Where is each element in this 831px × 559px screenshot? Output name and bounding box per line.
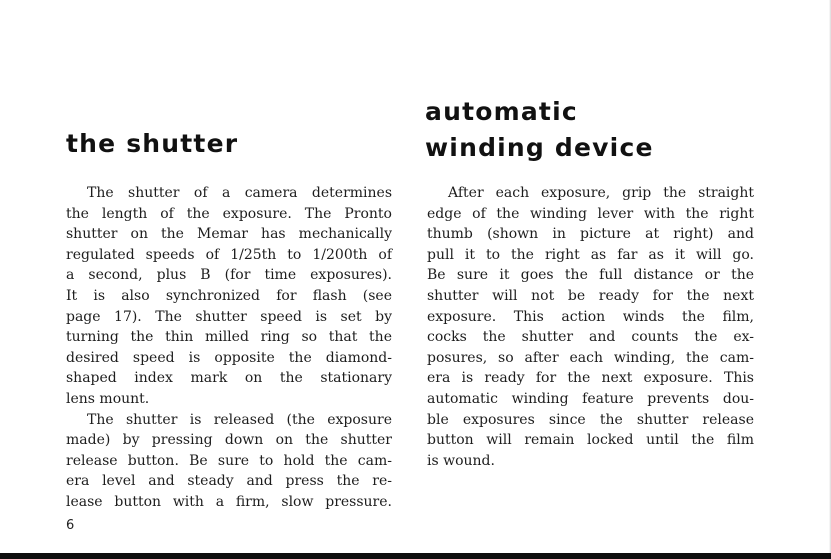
- text-line: page 17). The shutter speed is set by: [66, 308, 392, 325]
- text-line: a second, plus B (for time exposures).: [66, 267, 392, 284]
- text-line: release button. Be sure to hold the cam-: [66, 452, 392, 469]
- text-line: Be sure it goes the full distance or the: [427, 267, 754, 284]
- page-number: 6: [66, 518, 75, 533]
- text-line: is wound.: [427, 452, 495, 469]
- shutter-paragraph-1: [66, 183, 392, 410]
- text-line: ble exposures since the shutter release: [427, 411, 754, 428]
- text-line: lease button with a firm, slow pressure.: [66, 493, 392, 510]
- shutter-paragraph-2: [66, 410, 392, 513]
- text-line: regulated speeds of 1/25th to 1/200th of: [66, 246, 392, 263]
- text-line: automatic winding feature prevents dou-: [427, 390, 754, 407]
- text-line: button will remain locked until the film: [427, 432, 754, 449]
- text-line: lens mount.: [66, 390, 150, 407]
- scan-edge-bottom: [0, 553, 831, 559]
- heading-line: automatic: [425, 97, 578, 126]
- text-line: turning the thin milled ring so that the: [66, 329, 392, 346]
- text-line: desired speed is opposite the diamond-: [66, 349, 392, 366]
- text-line: shutter will not be ready for the next: [427, 287, 754, 304]
- text-line: thumb (shown in picture at right) and: [427, 226, 754, 243]
- text-line: era level and steady and press the re-: [66, 473, 392, 490]
- text-line: The shutter is released (the exposure: [87, 411, 392, 428]
- text-line: the length of the exposure. The Pronto: [66, 205, 392, 222]
- winding-paragraph-1: [427, 183, 754, 471]
- text-line: pull it to the right as far as it will go.: [427, 246, 754, 263]
- text-line: cocks the shutter and counts the ex-: [427, 329, 754, 346]
- text-line: made) by pressing down on the shutter: [66, 432, 392, 449]
- text-line: The shutter of a camera determines: [87, 185, 392, 201]
- text-line: shutter on the Memar has mechanically: [66, 226, 392, 243]
- heading-automatic-winding-device: [425, 94, 654, 166]
- heading-the-shutter: the shutter: [66, 129, 239, 158]
- text-line: It is also synchronized for flash (see: [66, 287, 392, 304]
- text-line: exposure. This action winds the film,: [427, 308, 754, 325]
- text-line: shaped index mark on the stationary: [66, 370, 392, 387]
- text-line: edge of the winding lever with the right: [427, 205, 754, 222]
- heading-line: winding device: [425, 133, 654, 162]
- text-line: era is ready for the next exposure. This: [427, 370, 754, 387]
- text-line: After each exposure, grip the straight: [448, 185, 754, 201]
- winding-text-column: [427, 183, 754, 471]
- shutter-text-column: [66, 183, 392, 513]
- text-line: posures, so after each winding, the cam-: [427, 349, 754, 366]
